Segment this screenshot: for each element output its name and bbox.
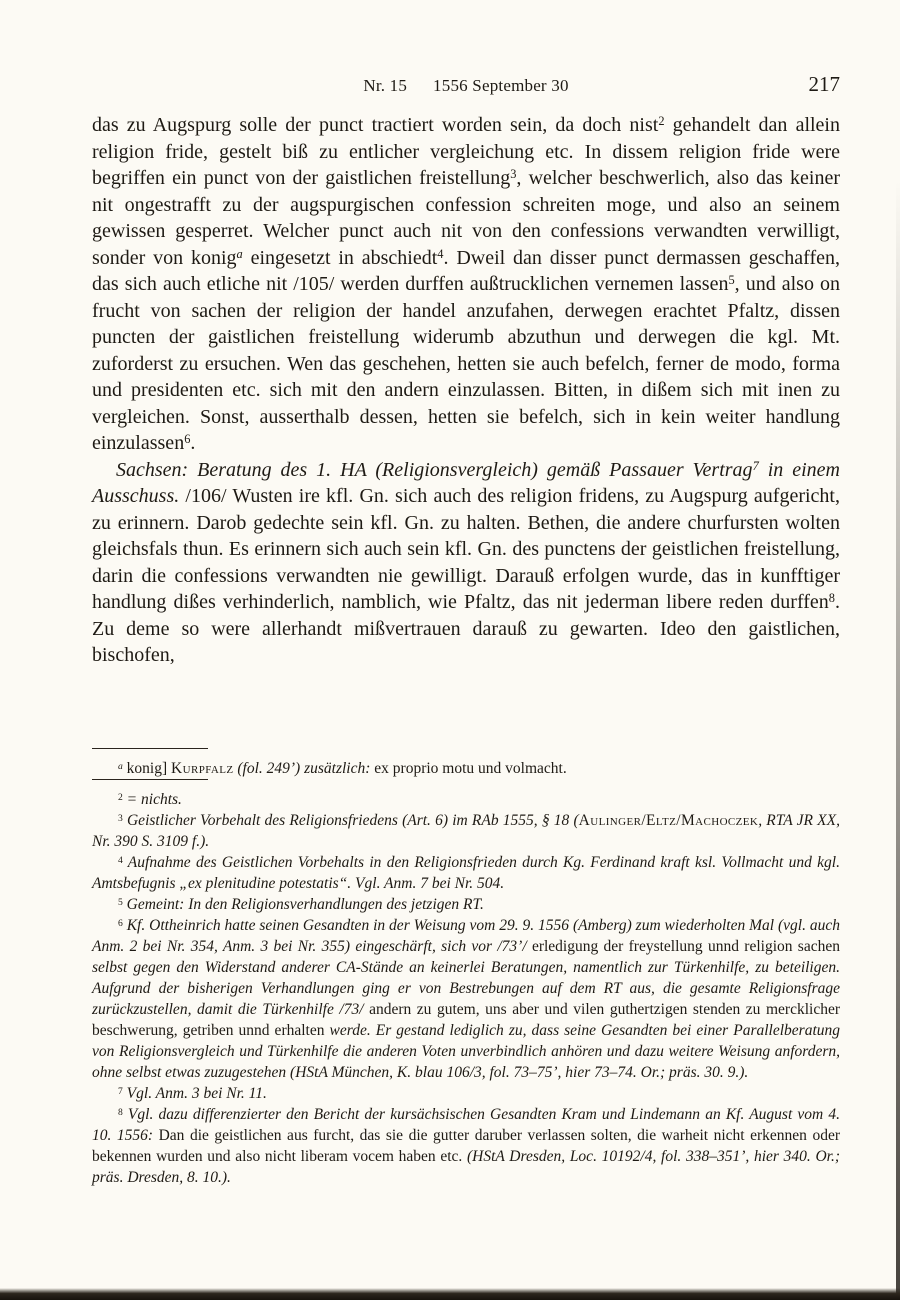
scan-edge-right [896,180,900,1300]
footnote-3: $^3$ Geistlicher Vorbehalt des Religionsfriedens (Art. 6) im RAb 1555, § 18 (Aulinger/Eltz/Machoczek, RTA JR XX, Nr. 390 S. 3109 f.). [92,812,840,850]
running-head-doc-number: Nr. 15 [363,76,408,95]
page-number: 217 [808,72,840,96]
scan-edge-bottom [0,1288,900,1300]
running-head-doc-date: 1556 September 30 [433,76,569,95]
footnote-5: $^5$ Gemeint: In den Religionsverhandlungen des jetzigen RT. [118,896,484,913]
running-head [92,76,840,96]
footnote-4: $^4$ Aufnahme des Geistlichen Vorbehalts in den Religionsfrieden durch Kg. Ferdinand kraft ksl. Vollmacht und kgl. Amtsbefugnis „ex plenitudine potestatis“. Vgl. Anm. 7 bei Nr. 504. [92,854,840,892]
footnote-2: $^2$ = nichts. [118,791,182,808]
footnote-8: $^8$ Vgl. dazu differenzierter den Bericht der kursächsischen Gesandten Kram und Lindemann an Kf. August vom 4. 10. 1556: Dan die geistlichen aus furcht, das sie die gutter daruber verlassen solten, die warheit nicht erkennen oder bekennen wurden und also nicht liberam vocem haben etc. (HStA Dresden, Loc. 10192/4, fol. 338–351’, hier 340. Or.; präs. Dresden, 8. 10.). [92,1106,840,1186]
apparatus-divider-rule [92,748,208,749]
apparatus-note-a: $^a$ konig] Kurpfalz (fol. 249’) zusätzlich: ex proprio motu und volmacht. [118,760,567,777]
body-paragraph-2: Sachsen: Beratung des 1. HA (Religionsvergleich) gemäß Passauer Vertrag$^7$ in einem Ausschuss. /106/ Wusten ire kfl. Gn. sich auch des religion fridens, zu Augspurg aufgericht, zu erinnern. Darob gedechte sein kfl. Gn. zu halten. Bethen, die andere churfursten wolten gleichsfals thun. Es erinnern sich auch sein kfl. Gn. des punctens der geistlichen freistellung, darin die confessions verwandten nie gewilligt. Darauß erfolgen wurde, das in kunfftiger handlung dißes verhinderlich, namblich, wie Pfaltz, das nit jederman libere reden durffen$^8$. Zu deme so were allerhandt mißvertrauen darauß zu gewarten. Ideo den gaistlichen, bischofen, [92,458,840,666]
main-text [92,112,840,669]
footnote-area [92,748,840,1188]
body-paragraph-1: das zu Augspurg solle der punct tractiert worden sein, da doch nist$^2$ gehandelt dan allein religion fride, gestelt biß zu entlicher vergleichung etc. In dissem religion fride were begriffen ein punct von der gaistlichen freistellung$^3$, welcher beschwerlich, also das keiner nit ongestrafft zu der augspurgischen confession schreiten moge, und also an seinem gewissen gesperret. Welcher punct auch nit von den confessions verwandten verwilligt, sonder von konig$^a$ eingesetzt in abschiedt$^4$. Dweil dan disser punct dermassen geschaffen, das sich auch etliche nit /105/ werden durffen außtrucklichen vernemen lassen$^5$, und also on frucht von sachen der religion der handel anzufahen, derwegen erachtet Pfaltz, dissen puncten der gaistlichen freistellung widerumb abzuthun und derwegen die kgl. Mt. zuforderst zu ersuchen. Wen das geschehen, hetten sie auch befelch, ferner de modo, forma und presidenten etc. sich mit den andern einzulassen. Bitten, in dißem sich mit inen zu vergleichen. Sonst, ausserthalb dessen, hetten sie befelch, sich in kein weiter handlung einzulassen$^6$. [92,114,841,454]
page-header [92,72,840,104]
footnote-7: $^7$ Vgl. Anm. 3 bei Nr. 11. [118,1085,267,1102]
footnote-6: $^6$ Kf. Ottheinrich hatte seinen Gesandten in der Weisung vom 29. 9. 1556 (Amberg) zum wiederholten Mal (vgl. auch Anm. 2 bei Nr. 354, Anm. 3 bei Nr. 355) eingeschärft, sich vor /73’/ erledigung der freystellung unnd religion sachen selbst gegen den Widerstand anderer CA-Stände an keinerlei Beratungen, namentlich zur Türkenhilfe, zu beteiligen. Aufgrund der bisherigen Verhandlungen ging er von Bestrebungen auf dem RT aus, die gesamte Religionsfrage zurückzustellen, damit die Türkenhilfe /73/ andern zu gutem, uns aber und vilen guthertzigen stenden zu mercklicher beschwerung, getriben unnd erhalten werde. Er gestand lediglich zu, dass seine Gesandten bei einer Parallelberatung von Religionsvergleich und Türkenhilfe die anderen Voten unverbindlich anhören und dazu weitere Weisung anfordern, ohne selbst etwas zuzugestehen (HStA München, K. blau 106/3, fol. 73–75’, hier 73–74. Or.; präs. 30. 9.). [92,917,840,1081]
footnote-divider-rule [92,779,208,780]
